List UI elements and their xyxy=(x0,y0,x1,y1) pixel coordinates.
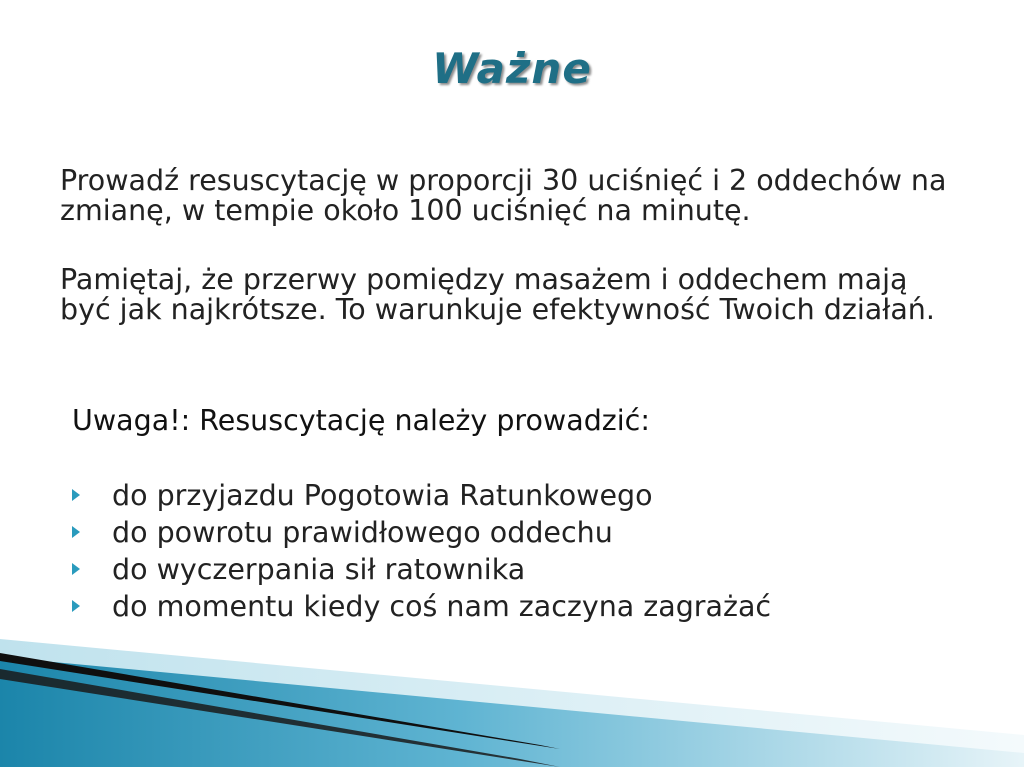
list-item xyxy=(72,514,771,551)
list-item-text: do momentu kiedy coś nam zaczyna zagrażać xyxy=(112,590,772,623)
slide-title: Ważne xyxy=(432,44,592,93)
triangle-bullet-icon xyxy=(72,563,80,575)
list-item-text: do przyjazdu Pogotowia Ratunkowego xyxy=(112,479,653,512)
triangle-bullet-icon xyxy=(72,600,80,612)
triangle-bullet-icon xyxy=(72,526,80,538)
list-item xyxy=(72,588,771,625)
paragraph-ratio: Prowadź resuscytację w proporcji 30 uciśnięć i 2 oddechów na zmianę, w tempie około 100 uciśnięć na minutę. xyxy=(60,164,947,227)
swoosh-blue-band xyxy=(0,657,1024,767)
note-heading: Uwaga!: Resuscytację należy prowadzić: xyxy=(72,404,650,437)
bullet-list xyxy=(72,477,771,625)
list-item xyxy=(72,551,771,588)
triangle-bullet-icon xyxy=(72,489,80,501)
list-item-text: do powrotu prawidłowego oddechu xyxy=(112,516,613,549)
list-item-text: do wyczerpania sił ratownika xyxy=(112,553,526,586)
list-item xyxy=(72,477,771,514)
paragraph-breaks: Pamiętaj, że przerwy pomiędzy masażem i oddechem mają być jak najkrótsze. To warunkuje efektywność Twoich działań. xyxy=(60,263,935,326)
corner-swoosh-decoration xyxy=(0,627,1024,767)
